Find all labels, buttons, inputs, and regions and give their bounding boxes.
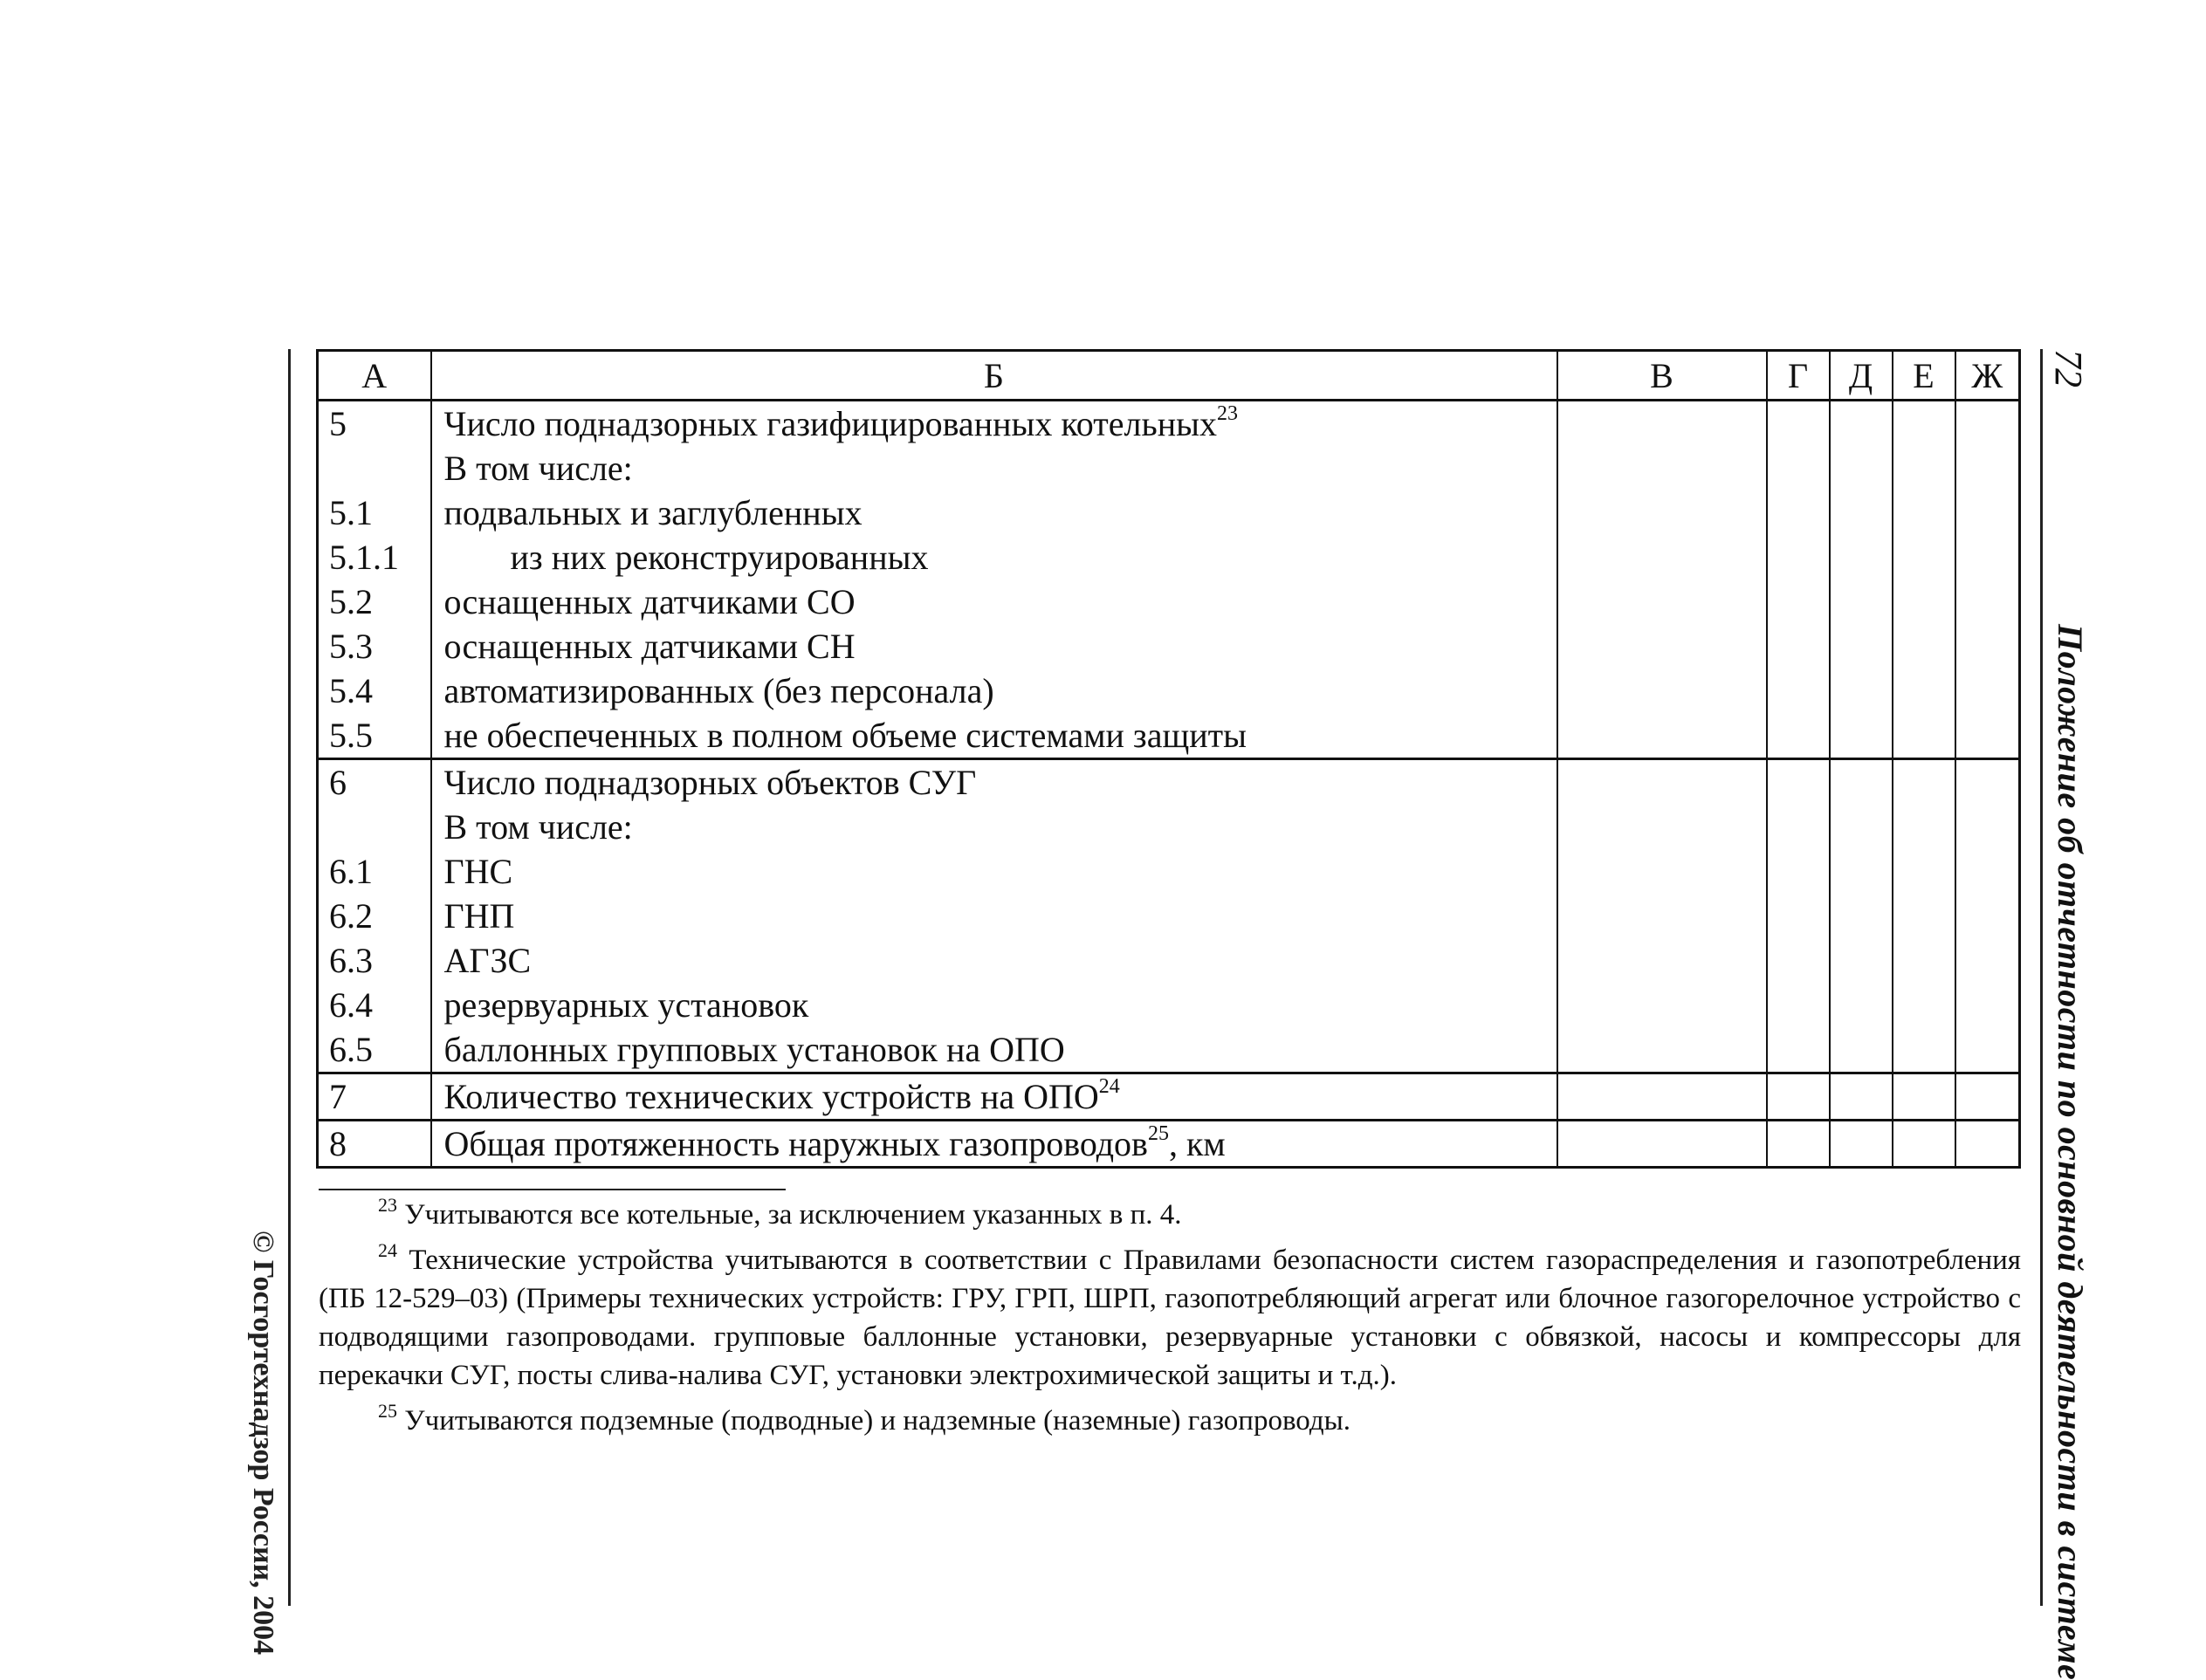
header-col-a: А [318,351,431,401]
cell-e [1893,849,1955,894]
cell-d [1830,535,1893,579]
footnote-ref: 24 [1098,1074,1120,1098]
cell-d [1830,401,1893,447]
cell-d [1830,983,1893,1027]
table-row [318,579,2020,624]
table-row [318,759,2020,806]
cell-v [1557,1027,1767,1073]
row-number: 6 [318,759,431,806]
table-row [318,894,2020,938]
header-col-d: Д [1830,351,1893,401]
header-col-e: Е [1893,351,1955,401]
cell-zh [1955,983,2020,1027]
row-description: ГНП [431,894,1557,938]
cell-d [1830,1027,1893,1073]
cell-d [1830,713,1893,759]
cell-e [1893,1027,1955,1073]
cell-zh [1955,1121,2020,1168]
footnote-25: $^{25}$ Учитываются подземные (подводные) и надземные (наземные) газопроводы. [378,1400,1351,1437]
row-number: 5.1.1 [318,535,431,579]
header-col-b: Б [431,351,1557,401]
cell-e [1893,401,1955,447]
page-number: 72 [2047,349,2090,387]
row-number: 5.1 [318,490,431,535]
table-header [318,351,2020,401]
row-number: 5.3 [318,624,431,669]
cell-d [1830,849,1893,894]
left-margin-rule [288,349,291,1606]
cell-g [1767,894,1830,938]
cell-e [1893,579,1955,624]
table-row [318,490,2020,535]
row-description: не обеспеченных в полном объеме системами защиты [431,713,1557,759]
cell-d [1830,624,1893,669]
cell-d [1830,446,1893,490]
header-col-v: В [1557,351,1767,401]
header-col-zh: Ж [1955,351,2020,401]
footnote-mark: 23 [378,1194,397,1216]
cell-d [1830,1121,1893,1168]
cell-v [1557,1073,1767,1121]
cell-zh [1955,805,2020,849]
row-description: подвальных и заглубленных [431,490,1557,535]
row-description: ГНС [431,849,1557,894]
cell-v [1557,1121,1767,1168]
cell-d [1830,938,1893,983]
row-description: В том числе: [431,805,1557,849]
cell-v [1557,535,1767,579]
table-row [318,401,2020,447]
cell-zh [1955,669,2020,713]
cell-v [1557,490,1767,535]
cell-e [1893,713,1955,759]
cell-v [1557,938,1767,983]
cell-g [1767,938,1830,983]
cell-e [1893,624,1955,669]
cell-e [1893,535,1955,579]
footnote-mark: 25 [378,1400,397,1422]
cell-v [1557,894,1767,938]
cell-zh [1955,401,2020,447]
cell-g [1767,1121,1830,1168]
cell-d [1830,759,1893,806]
row-description: баллонных групповых установок на ОПО [431,1027,1557,1073]
table-row [318,938,2020,983]
table-row [318,446,2020,490]
cell-v [1557,401,1767,447]
table-row [318,1027,2020,1073]
cell-e [1893,894,1955,938]
row-description: оснащенных датчиками СО [431,579,1557,624]
cell-e [1893,759,1955,806]
cell-e [1893,446,1955,490]
footnotes [319,1196,2021,1447]
row-number: 6.3 [318,938,431,983]
cell-d [1830,579,1893,624]
cell-e [1893,983,1955,1027]
cell-v [1557,805,1767,849]
cell-e [1893,805,1955,849]
cell-g [1767,1073,1830,1121]
row-number: 6.5 [318,1027,431,1073]
cell-e [1893,1121,1955,1168]
cell-zh [1955,624,2020,669]
cell-zh [1955,849,2020,894]
cell-d [1830,1073,1893,1121]
running-title: Положение об отчетности по основной деятельности в системе [2051,624,2090,1680]
row-number: 5.4 [318,669,431,713]
cell-v [1557,579,1767,624]
cell-zh [1955,759,2020,806]
cell-v [1557,983,1767,1027]
row-number: 5 [318,401,431,447]
cell-v [1557,669,1767,713]
row-number: 8 [318,1121,431,1168]
row-description: оснащенных датчиками СН [431,624,1557,669]
cell-g [1767,983,1830,1027]
cell-g [1767,535,1830,579]
footnote-24: $^{24}$ Технические устройства учитываются в соответствии с Правилами безопасности систем газораспределения и газопотребления (ПБ 12-529–03) (Примеры технических устройств: ГРУ, ГРП, ШРП, газопотребляющий агрегат или блочное газогорелочное устройство с подводящими газопроводами. групповые баллонные установки, резервуарные установки с обвязкой, насосы и компрессоры для перекачки СУГ, посты слива-налива СУГ, установки электрохимической защиты и т.д.). [319,1239,2021,1391]
table-row [318,1121,2020,1168]
cell-g [1767,579,1830,624]
footnote-separator [319,1189,786,1190]
cell-zh [1955,535,2020,579]
row-number: 6.1 [318,849,431,894]
copyright-notice: © Госгортехнадзор России, 2004 [247,1231,279,1656]
cell-v [1557,624,1767,669]
table-row [318,1073,2020,1121]
cell-zh [1955,713,2020,759]
cell-d [1830,490,1893,535]
footnote-ref: 25 [1147,1121,1169,1145]
cell-g [1767,401,1830,447]
footnote-23: $^{23}$ Учитываются все котельные, за исключением указанных в п. 4. [378,1194,1182,1231]
cell-d [1830,894,1893,938]
row-number: 5.2 [318,579,431,624]
row-number: 5.5 [318,713,431,759]
row-number [318,446,431,490]
cell-g [1767,759,1830,806]
cell-zh [1955,579,2020,624]
table-row [318,669,2020,713]
cell-g [1767,490,1830,535]
cell-zh [1955,938,2020,983]
row-description: АГЗС [431,938,1557,983]
cell-v [1557,446,1767,490]
row-description: В том числе: [431,446,1557,490]
table-body [318,401,2020,1168]
cell-g [1767,624,1830,669]
cell-e [1893,1073,1955,1121]
cell-zh [1955,1073,2020,1121]
table-row [318,535,2020,579]
row-description: из них реконструированных [431,535,1557,579]
cell-g [1767,713,1830,759]
cell-v [1557,759,1767,806]
cell-g [1767,849,1830,894]
row-description: автоматизированных (без персонала) [431,669,1557,713]
row-description: Количество технических устройств на ОПО$^{24}$ [431,1073,1557,1121]
cell-g [1767,1027,1830,1073]
cell-v [1557,713,1767,759]
row-number: 6.2 [318,894,431,938]
table-row [318,713,2020,759]
row-description: Число поднадзорных объектов СУГ [431,759,1557,806]
cell-d [1830,805,1893,849]
report-table [316,349,2021,1169]
cell-e [1893,669,1955,713]
table-row [318,624,2020,669]
row-number [318,805,431,849]
table-row [318,983,2020,1027]
cell-g [1767,669,1830,713]
footnote-mark: 24 [378,1239,397,1261]
row-description: Общая протяженность наружных газопроводов$^{25}$, км [431,1121,1557,1168]
cell-g [1767,446,1830,490]
right-margin-rule [2040,349,2043,1606]
table-row [318,849,2020,894]
cell-v [1557,849,1767,894]
row-description: резервуарных установок [431,983,1557,1027]
cell-zh [1955,490,2020,535]
row-number: 7 [318,1073,431,1121]
row-description: Число поднадзорных газифицированных котельных$^{23}$ [431,401,1557,447]
cell-e [1893,490,1955,535]
cell-g [1767,805,1830,849]
cell-e [1893,938,1955,983]
row-number: 6.4 [318,983,431,1027]
cell-d [1830,669,1893,713]
cell-zh [1955,446,2020,490]
table-row [318,805,2020,849]
footnote-ref: 23 [1216,401,1238,425]
cell-zh [1955,894,2020,938]
cell-zh [1955,1027,2020,1073]
header-col-g: Г [1767,351,1830,401]
